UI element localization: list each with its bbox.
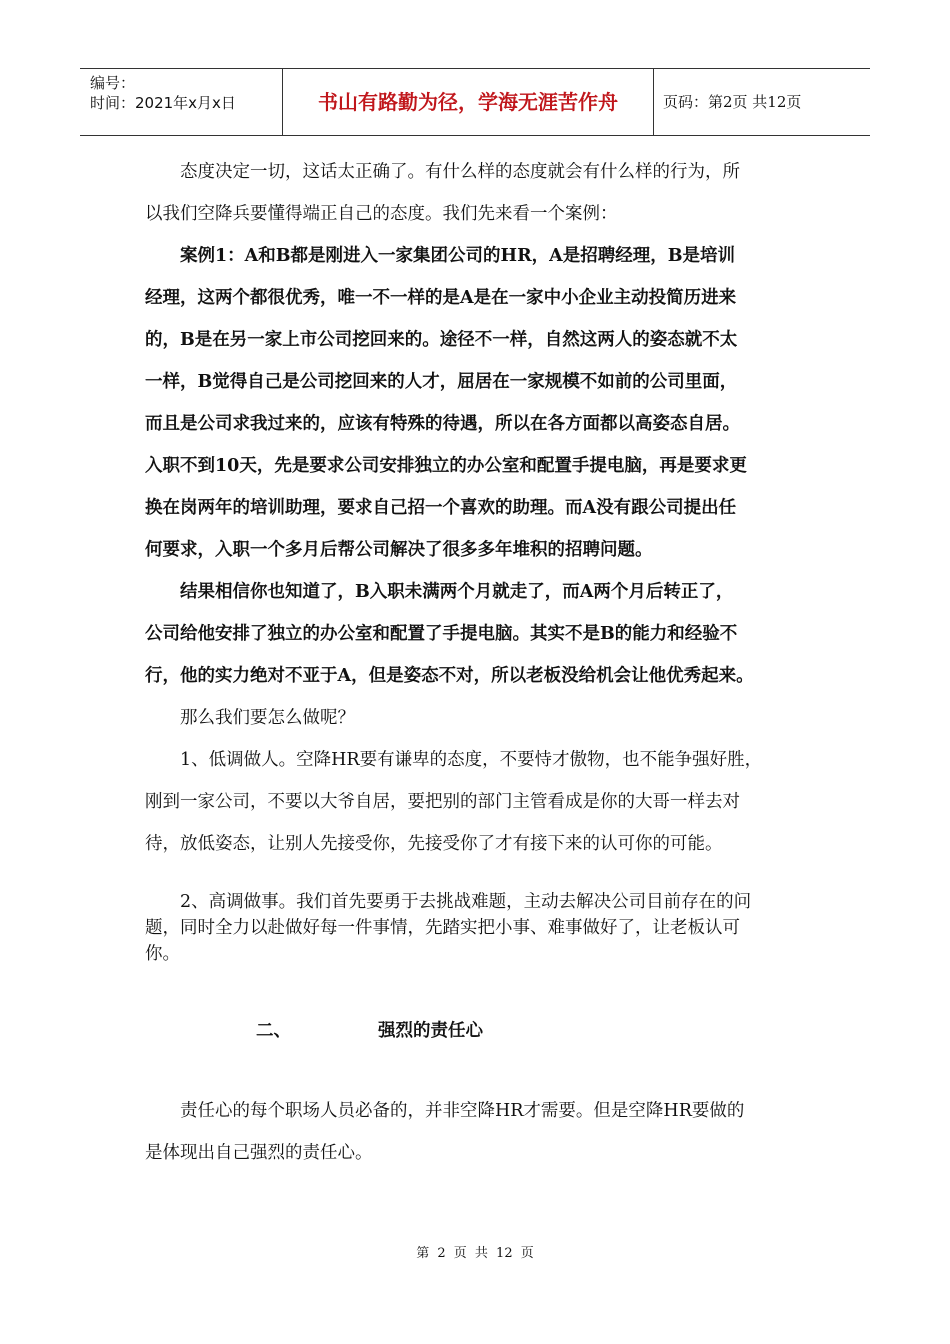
text-line: 2、高调做事。我们首先要勇于去挑战难题，主动去解决公司目前存在的问: [145, 892, 752, 912]
intro-paragraph: [145, 151, 813, 235]
text-line: 是体现出自己强烈的责任心。: [145, 1143, 373, 1163]
page-footer: 第 2 页 共 12 页: [416, 1246, 534, 1261]
text-line: 经理，这两个都很优秀，唯一不一样的是A是在一家中小企业主动投简历进来: [145, 288, 737, 308]
text-line: 责任心的每个职场人员必备的，并非空降HR才需要。但是空降HR要做的: [145, 1101, 745, 1121]
text-line: 题，同时全力以赴做好每一件事情，先踏实把小事、难事做好了，让老板认可: [145, 918, 740, 938]
document-header: [80, 68, 870, 136]
section-number: 二、: [256, 1021, 291, 1041]
text-line: 1、低调做人。空降HR要有谦卑的态度，不要恃才傲物，也不能争强好胜，: [145, 750, 763, 770]
header-page-code: 页码：第2页 共12页: [663, 93, 802, 111]
text-line: 的，B是在另一家上市公司挖回来的。途径不一样，自然这两人的姿态就不太: [145, 330, 738, 350]
text-line: 案例1：A和B都是刚进入一家集团公司的HR，A是招聘经理，B是培训: [145, 246, 735, 266]
text-line: 入职不到10天，先是要求公司安排独立的办公室和配置手提电脑，再是要求更: [145, 456, 747, 476]
text-line: 何要求，入职一个多月后帮公司解决了很多多年堆积的招聘问题。: [145, 540, 653, 560]
section-title: 强烈的责任心: [378, 1021, 483, 1041]
header-motto: 书山有路勤为径，学海无涯苦作舟: [282, 69, 654, 135]
text-line: 态度决定一切，这话太正确了。有什么样的态度就会有什么样的行为，所: [145, 162, 740, 182]
responsibility-paragraph: [145, 1090, 813, 1174]
text-line: 以我们空降兵要懂得端正自己的态度。我们先来看一个案例：: [145, 204, 618, 224]
text-line: 而且是公司求我过来的，应该有特殊的待遇，所以在各方面都以高姿态自居。: [145, 414, 740, 434]
point-two-paragraph: [145, 889, 813, 967]
question-paragraph: [145, 697, 813, 739]
text-line: 那么我们要怎么做呢？: [145, 708, 355, 728]
date-line: 时间：2021年x月x日: [90, 94, 236, 112]
text-line: 待，放低姿态，让别人先接受你，先接受你了才有接下来的认可你的可能。: [145, 834, 723, 854]
point-one-paragraph: [145, 739, 813, 865]
case-paragraph: [145, 235, 813, 571]
text-line: 刚到一家公司，不要以大爷自居，要把别的部门主管看成是你的大哥一样去对: [145, 792, 740, 812]
text-line: 公司给他安排了独立的办公室和配置了手提电脑。其实不是B的能力和经验不: [145, 624, 738, 644]
text-line: 你。: [145, 944, 180, 964]
text-line: 一样，B觉得自己是公司挖回来的人才，屈居在一家规模不如前的公司里面，: [145, 372, 738, 392]
text-line: 结果相信你也知道了，B入职未满两个月就走了，而A两个月后转正了，: [145, 582, 734, 602]
text-line: 行，他的实力绝对不亚于A，但是姿态不对，所以老板没给机会让他优秀起来。: [145, 666, 754, 686]
number-label: 编号：: [90, 74, 136, 92]
header-meta: [80, 69, 282, 135]
result-paragraph: [145, 571, 813, 697]
text-line: 换在岗两年的培训助理，要求自己招一个喜欢的助理。而A没有跟公司提出任: [145, 498, 737, 518]
